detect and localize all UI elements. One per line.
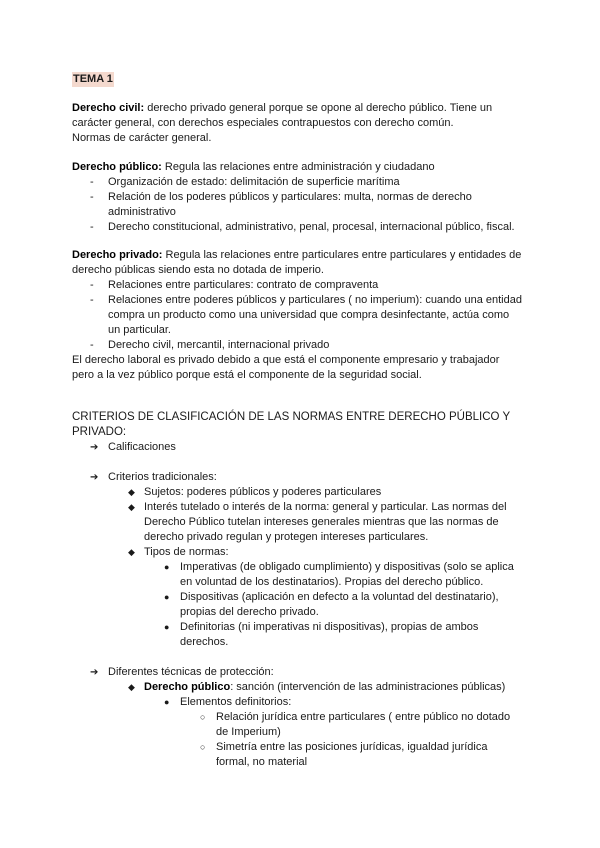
list-item-imperativas: [72, 560, 532, 590]
list-item-text: derechos.: [180, 636, 229, 648]
arrow-icon: ➔: [90, 442, 99, 453]
section-criterios: [72, 410, 532, 770]
privado-label: Derecho privado:: [72, 249, 163, 261]
list-item-interes: [72, 500, 532, 545]
criterios-heading-2: PRIVADO:: [72, 426, 127, 438]
arrow-icon: ➔: [90, 667, 99, 678]
list-item-text: Interés tutelado o interés de la norma: general y particular. Las normas del: [144, 501, 507, 513]
publico-item: [72, 190, 532, 220]
list-item-tecnicas: [72, 665, 532, 680]
dash-marker: -: [90, 294, 94, 306]
list-item-elementos: [72, 695, 532, 710]
diamond-bullet-icon: ◆: [128, 502, 135, 512]
list-item-derecho-publico: [72, 680, 532, 695]
list-item-tipos: [72, 545, 532, 560]
list-item-simetria: [72, 740, 532, 770]
publico-item-text: administrativo: [108, 206, 176, 218]
privado-item: [72, 293, 532, 338]
circle-bullet-icon: ○: [200, 712, 206, 722]
civil-line-3: Normas de carácter general.: [72, 132, 212, 144]
list-item-text: Tipos de normas:: [144, 546, 229, 558]
list-item-text: Sujetos: poderes públicos y poderes particulares: [144, 486, 382, 498]
publico-item: [72, 220, 532, 235]
section-derecho-publico: [72, 160, 532, 235]
doc-title: TEMA 1: [73, 73, 113, 85]
civil-label: Derecho civil:: [72, 102, 145, 114]
list-item-text: en voluntad de los destinatarios). Propias del derecho público.: [180, 576, 484, 588]
publico-label: Derecho público:: [72, 161, 162, 173]
civil-line-1: derecho privado general porque se opone al derecho público. Tiene un: [144, 102, 493, 114]
dot-bullet-icon: ●: [164, 697, 170, 707]
dash-marker: -: [90, 176, 94, 188]
publico-item: [72, 175, 532, 190]
privado-item: [72, 338, 532, 353]
dash-marker: -: [90, 279, 94, 291]
publico-item-text: Organización de estado: delimitación de superficie marítima: [108, 176, 400, 188]
list-item-text: Elementos definitorios:: [180, 696, 292, 708]
privado-intro-1: Regula las relaciones entre particulares entre particulares y entidades de: [162, 249, 522, 261]
dash-marker: -: [90, 191, 94, 203]
diamond-bullet-icon: ◆: [128, 682, 135, 692]
dot-bullet-icon: ●: [164, 622, 170, 632]
publico-intro: Regula las relaciones entre administración y ciudadano: [161, 161, 435, 173]
list-item-text: derecho privado regulan y protegen intereses particulares.: [144, 531, 429, 543]
derecho-publico-text: : sanción (intervención de las administraciones públicas): [230, 681, 506, 693]
privado-item: [72, 278, 532, 293]
list-item-text: Imperativas (de obligado cumplimiento) y dispositivas (solo se aplica: [180, 561, 514, 573]
arrow-icon: ➔: [90, 472, 99, 483]
diamond-bullet-icon: ◆: [128, 487, 135, 497]
publico-item-text: Relación de los poderes públicos y particulares: multa, normas de derecho: [108, 191, 472, 203]
list-item-text: Derecho Público tutelan intereses generales mientras que las normas de: [144, 516, 499, 528]
section-derecho-privado: [72, 248, 532, 383]
civil-line-2: carácter general, con derechos especiales contrapuestos con derecho común.: [72, 117, 454, 129]
list-item-text: formal, no material: [216, 756, 308, 768]
list-item-text: propias del derecho privado.: [180, 606, 319, 618]
circle-bullet-icon: ○: [200, 742, 206, 752]
list-item-text: de Imperium): [216, 726, 281, 738]
privado-item-text: Derecho civil, mercantil, internacional privado: [108, 339, 330, 351]
criterios-heading-1: CRITERIOS DE CLASIFICACIÓN DE LAS NORMAS ENTRE DERECHO PÚBLICO Y: [72, 411, 511, 423]
privado-item-text: compra un producto como una universidad que compra desinfectante, actúa como: [108, 309, 510, 321]
privado-item-text: Relaciones entre particulares: contrato de compraventa: [108, 279, 379, 291]
dash-marker: -: [90, 339, 94, 351]
privado-intro-2: derecho públicas siendo esta no dotada de imperio.: [72, 264, 324, 276]
privado-outro-2: pero a la vez público porque está el componente de la seguridad social.: [72, 369, 422, 381]
list-item-definitorias: [72, 620, 532, 650]
diamond-bullet-icon: ◆: [128, 547, 135, 557]
list-item-text: Relación jurídica entre particulares ( entre público no dotado: [216, 711, 511, 723]
privado-item-text: Relaciones entre poderes públicos y particulares ( no imperium): cuando una entidad: [108, 294, 522, 306]
list-item-text: Definitorias (ni imperativas ni dispositivas), propias de ambos: [180, 621, 479, 633]
derecho-publico-label: Derecho público: [144, 681, 231, 693]
publico-item-text: Derecho constitucional, administrativo, penal, procesal, internacional público, fiscal.: [108, 221, 515, 233]
list-item-dispositivas: [72, 590, 532, 620]
list-item-text: Simetría entre las posiciones jurídicas, igualdad jurídica: [216, 741, 488, 753]
list-item-tradicionales: [72, 470, 532, 485]
list-item-text: Calificaciones: [108, 441, 176, 453]
list-item-text: Criterios tradicionales:: [108, 471, 217, 483]
section-derecho-civil: [72, 101, 532, 146]
dot-bullet-icon: ●: [164, 562, 170, 572]
list-item-calificaciones: [72, 440, 532, 455]
list-item-text: Diferentes técnicas de protección:: [108, 666, 274, 678]
list-item-sujetos: [72, 485, 532, 500]
privado-item-text: un particular.: [108, 324, 171, 336]
list-item-text: Dispositivas (aplicación en defecto a la voluntad del destinatario),: [180, 591, 499, 603]
privado-outro-1: El derecho laboral es privado debido a que está el componente empresario y trabajador: [72, 354, 500, 366]
dash-marker: -: [90, 221, 94, 233]
list-item-relacion: [72, 710, 532, 740]
dot-bullet-icon: ●: [164, 592, 170, 602]
